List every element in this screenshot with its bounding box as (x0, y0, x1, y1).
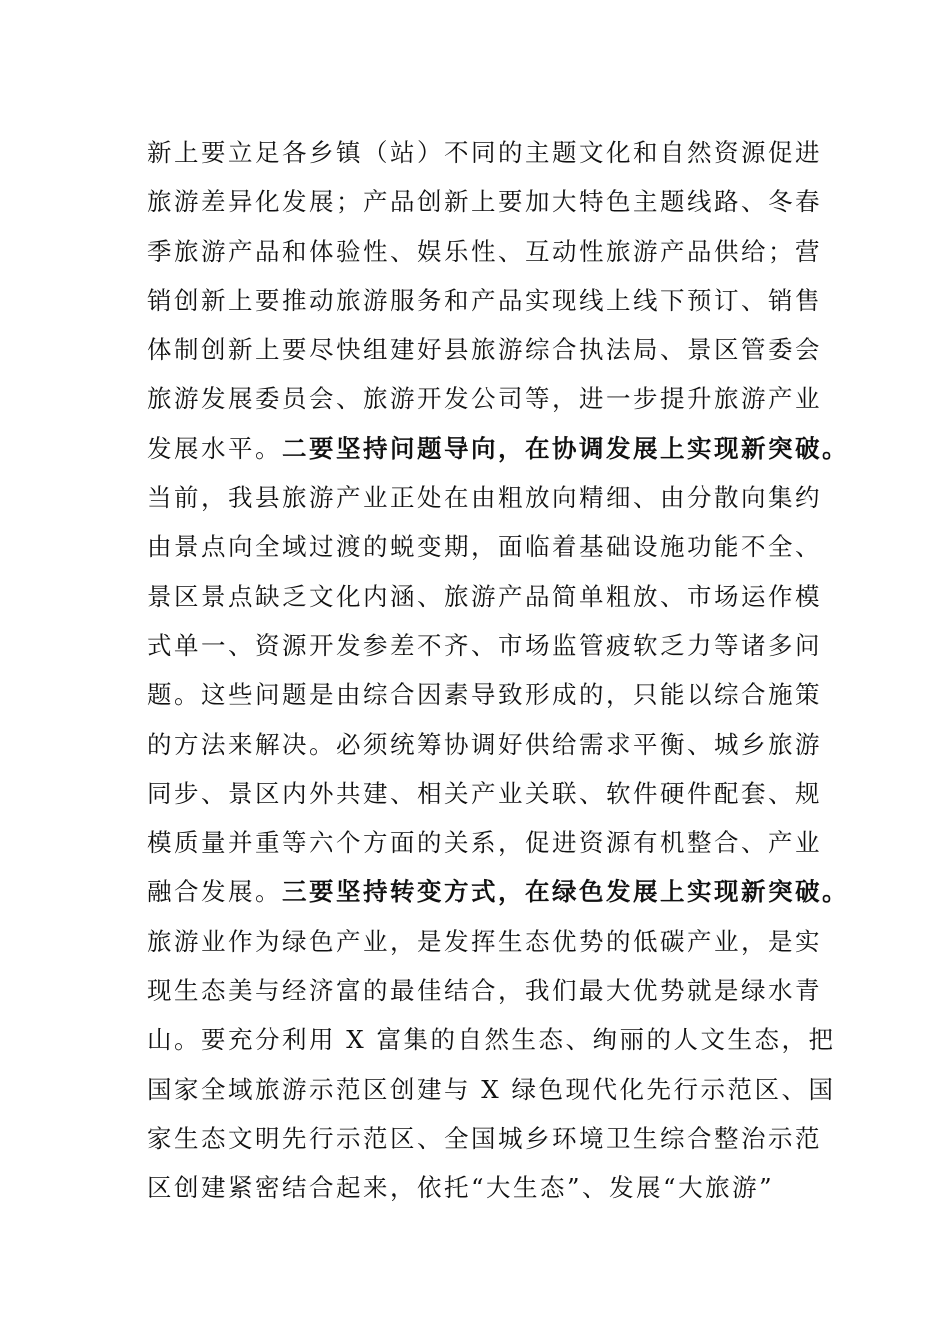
bold-heading-sentence: 三要坚持转变方式，在绿色发展上实现新突破。 (282, 877, 849, 907)
text-line (147, 769, 847, 818)
text-line (147, 473, 847, 522)
text-segment: 体制创新上要尽快组建好县旅游综合执法局、景区管委会 (147, 335, 822, 365)
body-paragraph (147, 128, 847, 1213)
text-line (147, 325, 847, 374)
text-line (147, 1163, 847, 1212)
text-line (147, 424, 847, 473)
text-segment: 的方法来解决。必须统筹协调好供给需求平衡、城乡旅游 (147, 729, 822, 759)
text-segment: 家生态文明先行示范区、全国城乡环境卫生综合整治示范 (147, 1123, 822, 1153)
text-segment: 旅游差异化发展；产品创新上要加大特色主题线路、冬春 (147, 187, 822, 217)
text-segment: 区创建紧密结合起来，依托“大生态”、发展“大旅游” (147, 1173, 775, 1203)
text-segment: 融合发展。 (147, 877, 282, 907)
text-segment: 山。要充分利用 X 富集的自然生态、绚丽的人文生态，把 (147, 1025, 836, 1055)
text-line (147, 720, 847, 769)
text-line (147, 917, 847, 966)
text-line (147, 966, 847, 1015)
text-line (147, 572, 847, 621)
text-line (147, 1065, 847, 1114)
text-segment: 模质量并重等六个方面的关系，促进资源有机整合、产业 (147, 828, 822, 858)
text-line (147, 227, 847, 276)
text-segment: 旅游发展委员会、旅游开发公司等，进一步提升旅游产业 (147, 384, 822, 414)
bold-heading-sentence: 二要坚持问题导向，在协调发展上实现新突破。 (282, 433, 849, 463)
text-line (147, 128, 847, 177)
text-line (147, 867, 847, 916)
text-segment: 季旅游产品和体验性、娱乐性、互动性旅游产品供给；营 (147, 236, 822, 266)
text-segment: 景区景点缺乏文化内涵、旅游产品简单粗放、市场运作模 (147, 581, 822, 611)
text-line (147, 276, 847, 325)
text-line (147, 621, 847, 670)
text-line (147, 522, 847, 571)
text-segment: 销创新上要推动旅游服务和产品实现线上线下预订、销售 (147, 285, 822, 315)
text-line (147, 670, 847, 719)
text-segment: 发展水平。 (147, 433, 282, 463)
text-line (147, 177, 847, 226)
text-line (147, 374, 847, 423)
text-line (147, 1114, 847, 1163)
text-segment: 同步、景区内外共建、相关产业关联、软件硬件配套、规 (147, 778, 822, 808)
text-segment: 旅游业作为绿色产业，是发挥生态优势的低碳产业，是实 (147, 926, 822, 956)
text-segment: 式单一、资源开发参差不齐、市场监管疲软乏力等诸多问 (147, 630, 822, 660)
text-segment: 新上要立足各乡镇（站）不同的主题文化和自然资源促进 (147, 138, 822, 167)
text-line (147, 818, 847, 867)
text-segment: 由景点向全域过渡的蜕变期，面临着基础设施功能不全、 (147, 532, 822, 562)
text-segment: 当前，我县旅游产业正处在由粗放向精细、由分散向集约 (147, 483, 822, 513)
text-segment: 题。这些问题是由综合因素导致形成的，只能以综合施策 (147, 680, 822, 710)
text-segment: 国家全域旅游示范区创建与 X 绿色现代化先行示范区、国 (147, 1074, 836, 1104)
text-segment: 现生态美与经济富的最佳结合，我们最大优势就是绿水青 (147, 976, 822, 1006)
text-line (147, 1015, 847, 1064)
